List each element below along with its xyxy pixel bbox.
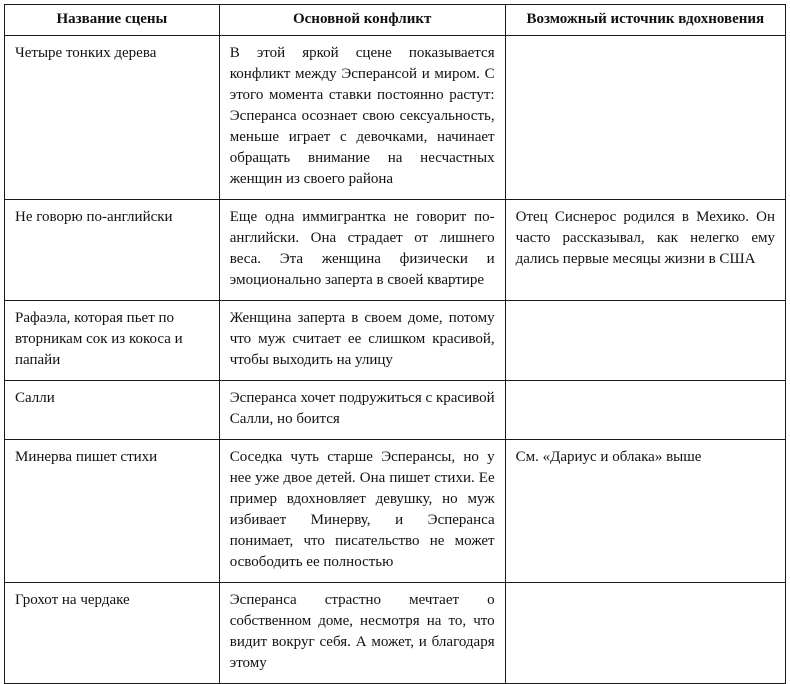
cell-inspiration-source — [505, 35, 785, 199]
cell-scene-name: Не говорю по-английски — [5, 199, 220, 300]
table-row — [5, 35, 786, 199]
cell-inspiration-source — [505, 582, 785, 683]
cell-inspiration-source: См. «Дариус и облака» выше — [505, 439, 785, 582]
cell-main-conflict: Эсперанса хочет подружиться с красивой Салли, но боится — [219, 380, 505, 439]
table-row — [5, 380, 786, 439]
cell-scene-name: Салли — [5, 380, 220, 439]
table-body — [5, 35, 786, 683]
header-row — [5, 5, 786, 36]
header-inspiration-source: Возможный источник вдохновения — [505, 5, 785, 36]
cell-inspiration-source — [505, 380, 785, 439]
cell-main-conflict: Еще одна иммигрантка не говорит по-английски. Она страдает от лишнего веса. Эта женщина физически и эмоционально заперта в своей квартире — [219, 199, 505, 300]
cell-inspiration-source: Отец Сиснерос родился в Мехико. Он часто рассказывал, как нелегко ему дались первые месяцы жизни в США — [505, 199, 785, 300]
table-row — [5, 300, 786, 380]
cell-scene-name: Рафаэла, которая пьет по вторникам сок из кокоса и папайи — [5, 300, 220, 380]
header-scene-name: Название сцены — [5, 5, 220, 36]
cell-main-conflict: Женщина заперта в своем доме, потому что муж считает ее слишком красивой, чтобы выходить на улицу — [219, 300, 505, 380]
cell-main-conflict: Соседка чуть старше Эсперансы, но у нее уже двое детей. Она пишет стихи. Ее пример вдохновляет девушку, но муж избивает Минерву, и Эсперанса понимает, что писательство не может освободить ее полностью — [219, 439, 505, 582]
cell-scene-name: Грохот на чердаке — [5, 582, 220, 683]
cell-scene-name: Минерва пишет стихи — [5, 439, 220, 582]
cell-main-conflict: В этой яркой сцене показывается конфликт между Эсперансой и миром. С этого момента ставки постоянно растут: Эсперанса осознает свою сексуальность, меньше играет с девочками, начинает обращать внимание на несчастных женщин из своего района — [219, 35, 505, 199]
cell-main-conflict: Эсперанса страстно мечтает о собственном доме, несмотря на то, что видит вокруг себя. А может, и благодаря этому — [219, 582, 505, 683]
cell-scene-name: Четыре тонких дерева — [5, 35, 220, 199]
scene-table — [4, 4, 786, 684]
table-row — [5, 199, 786, 300]
cell-inspiration-source — [505, 300, 785, 380]
header-main-conflict: Основной конфликт — [219, 5, 505, 36]
table-row — [5, 439, 786, 582]
table-row — [5, 582, 786, 683]
table-header — [5, 5, 786, 36]
